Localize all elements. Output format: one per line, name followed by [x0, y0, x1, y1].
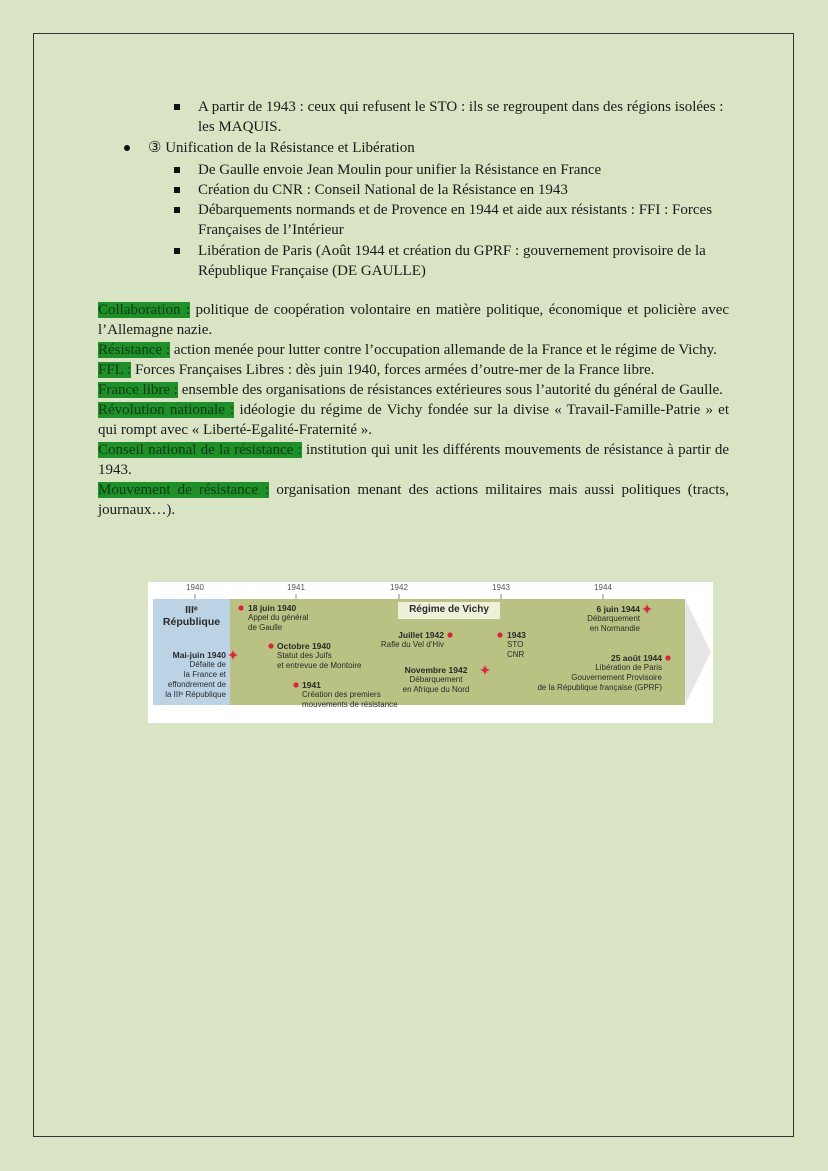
definition-term: Conseil national de la résistance :	[98, 442, 302, 458]
event-dot-marker	[447, 632, 452, 637]
list-item-sto: A partir de 1943 : ceux qui refusent le STO : ils se regroupent dans des régions isolées : les MAQUIS.	[198, 99, 724, 135]
definition-text: idéologie du régime de Vichy fondée sur la divise « Travail-Famille-Patrie » et qui rompt avec « Liberté-Egalité-Fraternité ».	[98, 402, 730, 438]
event-dot-marker	[238, 605, 243, 610]
year-label: 1942	[390, 583, 408, 592]
event-date: 1943	[507, 630, 526, 640]
square-bullet-icon	[174, 104, 180, 110]
event-desc: STO	[507, 640, 524, 649]
definition-text: Forces Françaises Libres : dès juin 1940, forces armées d’outre-mer de la France libre.	[131, 362, 655, 378]
year-label: 1940	[186, 583, 204, 592]
definition-text: politique de coopération volontaire en matière politique, économique et policière avec l’Allemagne nazie.	[98, 302, 730, 338]
event-desc: Statut des Juifs	[277, 651, 332, 660]
event-date: 6 juin 1944	[596, 604, 640, 614]
event-desc: Libération de Paris	[595, 663, 662, 672]
definition-text: organisation menant des actions militaires mais aussi politiques (tracts, journaux…).	[98, 482, 730, 518]
definition-term: Collaboration :	[98, 302, 191, 318]
definition-resistance	[98, 340, 729, 360]
definition-text: institution qui unit les différents mouvements de résistance à partir de 1943.	[98, 442, 729, 478]
event-desc: de Gaulle	[248, 623, 283, 632]
event-desc: la IIIᵉ République	[165, 690, 226, 699]
event-date: Juillet 1942	[398, 630, 444, 640]
definition-revolution-nationale	[98, 400, 729, 440]
square-bullet-icon	[174, 167, 180, 173]
definition-term: FFL :	[98, 362, 132, 378]
timeline-figure	[148, 582, 713, 723]
year-label: 1941	[287, 583, 305, 592]
definition-term: Révolution nationale :	[98, 402, 235, 418]
event-1941	[302, 680, 398, 710]
event-date: 1941	[302, 680, 321, 690]
event-desc: Défaite de	[189, 660, 226, 669]
event-desc: de la République française (GPRF)	[537, 683, 662, 692]
event-desc: en Afrique du Nord	[402, 685, 470, 694]
definition-term: France libre :	[98, 382, 178, 398]
definition-term: Résistance :	[98, 342, 171, 358]
square-bullet-icon	[174, 187, 180, 193]
square-bullet-icon	[174, 207, 180, 213]
event-star-marker	[228, 650, 238, 660]
definition-mouvement-resistance	[98, 480, 729, 520]
event-dot-marker	[497, 632, 502, 637]
event-25-aout-1944	[518, 653, 662, 693]
definition-collaboration	[98, 300, 729, 340]
republic-label-line1: IIIᵉ	[185, 604, 198, 616]
event-desc: Gouvernement Provisoire	[571, 673, 662, 682]
definitions-block	[98, 300, 729, 520]
event-date: Novembre 1942	[404, 665, 468, 675]
list-item: Débarquements normands et de Provence en 1944 et aide aux résistants : FFI : Forces Françaises de l’Intérieur	[198, 202, 713, 238]
event-date: Mai-juin 1940	[172, 650, 226, 660]
event-star-marker	[642, 604, 652, 614]
list-item: Création du CNR : Conseil National de la Résistance en 1943	[198, 182, 568, 198]
event-desc: Débarquement	[409, 675, 463, 684]
event-desc: en Normandie	[589, 624, 640, 633]
event-novembre-1942	[394, 665, 478, 695]
event-desc: mouvements de résistance	[302, 700, 398, 709]
definition-cnr	[98, 440, 729, 480]
list-item: De Gaulle envoie Jean Moulin pour unifier la Résistance en France	[198, 162, 602, 178]
event-desc: effondrement de	[167, 680, 226, 689]
vichy-label: Régime de Vichy	[409, 604, 489, 615]
event-desc: Rafle du Vel d’Hiv	[380, 640, 444, 649]
event-desc: Création des premiers	[302, 690, 381, 699]
definition-text: ensemble des organisations de résistances extérieures sous l’autorité du général de Gaulle.	[177, 382, 723, 398]
list-item: Libération de Paris (Août 1944 et création du GPRF : gouvernement provisoire de la République Française (DE GAULLE)	[198, 243, 706, 279]
event-date: Octobre 1940	[277, 641, 331, 651]
definition-term: Mouvement de résistance :	[98, 482, 270, 498]
event-desc: la France et	[183, 670, 226, 679]
round-bullet-icon	[124, 145, 130, 151]
square-bullet-icon	[174, 248, 180, 254]
republic-label	[153, 604, 230, 628]
event-date: 25 août 1944	[610, 653, 662, 663]
republic-label-line2: République	[162, 616, 221, 628]
event-dot-marker	[268, 643, 273, 648]
section-title: ③ Unification de la Résistance et Libération	[148, 140, 415, 156]
event-dot-marker	[665, 655, 670, 660]
event-dot-marker	[293, 682, 298, 687]
event-star-marker	[480, 665, 490, 675]
definition-france-libre	[98, 380, 729, 400]
event-desc: CNR	[507, 650, 525, 659]
year-label: 1944	[594, 583, 612, 592]
event-desc: Débarquement	[587, 614, 640, 623]
event-desc: et entrevue de Montoire	[277, 661, 362, 670]
event-6-juin-1944	[548, 604, 640, 634]
event-18-juin-1940	[248, 603, 309, 633]
event-date: 18 juin 1940	[248, 603, 297, 613]
definition-text: action menée pour lutter contre l’occupation allemande de la France et le régime de Vichy.	[170, 342, 717, 358]
event-juillet-1942	[348, 630, 444, 650]
event-mai-juin-1940	[153, 650, 226, 700]
year-label: 1943	[492, 583, 510, 592]
definition-ffl	[98, 360, 729, 380]
event-desc: Appel du général	[248, 613, 309, 622]
